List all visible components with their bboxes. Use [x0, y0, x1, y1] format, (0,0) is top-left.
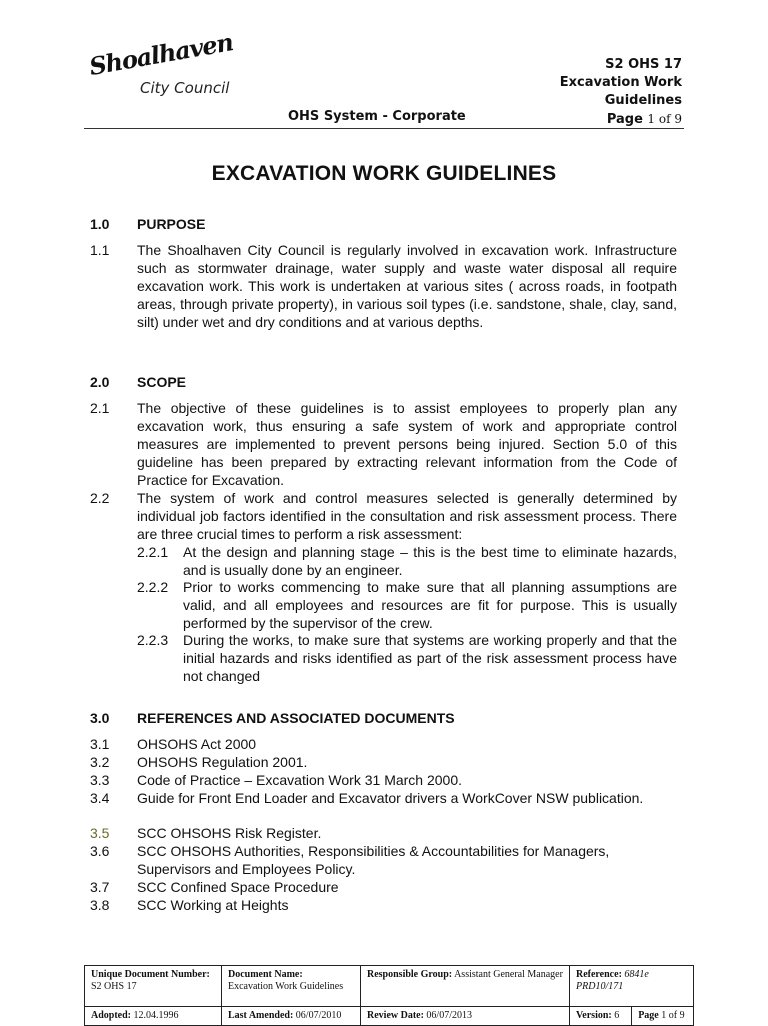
- adopted-cell: [85, 1007, 222, 1026]
- header-doc-info: [560, 56, 682, 129]
- amended-value: 06/07/2010: [295, 1010, 342, 1021]
- reference-item-3-7: [90, 878, 690, 896]
- subparagraph-number: 2.2.2: [137, 579, 169, 595]
- logo-city-text: City Council: [140, 79, 230, 97]
- paragraph-2-2: [90, 489, 690, 543]
- reference-number: 3.7: [90, 879, 110, 895]
- doc-code: S2 OHS 17: [605, 57, 682, 72]
- reference-text: SCC OHSOHS Risk Register.: [137, 825, 322, 841]
- reference-item-3-3: [90, 771, 690, 789]
- reference-text: SCC Working at Heights: [137, 897, 289, 913]
- reference-item-3-2: [90, 753, 690, 771]
- responsible-group-cell: [361, 966, 570, 1007]
- last-amended-cell: [222, 1007, 361, 1026]
- subparagraph-text: During the works, to make sure that systems are working properly and that the initial hazards and risks identified as part of the risk assessment process have not changed: [183, 632, 677, 684]
- reference-text: SCC OHSOHS Authorities, Responsibilities & Accountabilities for Managers, Supervisors and Employees Policy.: [137, 843, 610, 877]
- subparagraph-text: At the design and planning stage – this is the best time to eliminate hazards, and is usually done by an engineer.: [183, 544, 677, 578]
- reference-item-3-8: [90, 896, 690, 914]
- section-number: 3.0: [90, 710, 110, 726]
- reference-text: Guide for Front End Loader and Excavator drivers a WorkCover NSW publication.: [137, 790, 644, 806]
- version-cell: [570, 1007, 632, 1026]
- header-page: [560, 110, 682, 129]
- review-value: 06/07/2013: [426, 1010, 472, 1021]
- adopted-label: Adopted:: [91, 1010, 132, 1021]
- adopted-value: 12.04.1996: [133, 1010, 179, 1021]
- reference-item-3-4: [90, 789, 690, 825]
- paragraph-number: 2.2: [90, 490, 110, 506]
- council-logo: [86, 27, 242, 112]
- reference-cell: [570, 966, 694, 1007]
- reference-text: SCC Confined Space Procedure: [137, 879, 339, 895]
- group-label: Responsible Group:: [367, 969, 453, 980]
- section-number: 1.0: [90, 216, 110, 232]
- unique-label: Unique Document Number:: [91, 969, 210, 980]
- footer-page-cell: [632, 1007, 694, 1026]
- subparagraph-2-2-3: [137, 631, 682, 685]
- paragraph-number: 2.1: [90, 400, 110, 416]
- paragraph-text: The Shoalhaven City Council is regularly involved in excavation work. Infrastructure such as stormwater drainage, water supply and waste water disposal all require excavation work. This work is undertaken at various sites ( across roads, in footpath areas, through private property), in various soil types (i.e. sandstone, shale, clay, sand, silt) under wet and dry conditions and at various depths.: [137, 242, 677, 330]
- version-value: 6: [614, 1010, 620, 1021]
- reference-item-3-5: [90, 824, 690, 842]
- reference-number: 3.2: [90, 754, 110, 770]
- paragraph-number: 1.1: [90, 242, 110, 258]
- section-title: PURPOSE: [137, 216, 206, 232]
- review-label: Review Date:: [367, 1010, 424, 1021]
- version-label: Version:: [576, 1010, 612, 1021]
- subparagraph-number: 2.2.1: [137, 544, 169, 560]
- reference-number: 3.5: [90, 825, 110, 841]
- paragraph-text: The objective of these guidelines is to assist employees to properly plan any excavation work, thus ensuring a safe system of work and appropriate control measures are implemented to prevent persons being injured. Section 5.0 of this guideline has been prepared by extracting relevant information from the Code of Practice for Excavation.: [137, 400, 677, 488]
- doc-title-line1: Excavation Work: [559, 75, 682, 90]
- ohs-system-label: OHS System - Corporate: [288, 109, 466, 124]
- unique-value: S2 OHS 17: [91, 981, 137, 992]
- reference-number: 3.8: [90, 897, 110, 913]
- paragraph-text: The system of work and control measures selected is generally determined by individual job factors identified in the consultation and risk assessment process. There are three crucial times to perform a risk assessment:: [137, 490, 677, 542]
- reference-text: OHSOHS Regulation 2001.: [137, 754, 308, 770]
- reference-number: 3.3: [90, 772, 110, 788]
- reference-number: 3.6: [90, 843, 110, 859]
- reference-item-3-1: [90, 735, 690, 753]
- header-divider: [84, 128, 684, 129]
- subparagraph-2-2-2: [137, 578, 682, 632]
- document-name-cell: [222, 966, 361, 1007]
- reference-number: 3.1: [90, 736, 110, 752]
- paragraph-1-1: [90, 241, 690, 349]
- reference-label: Reference:: [576, 969, 622, 980]
- reference-number: 3.4: [90, 790, 110, 806]
- subparagraph-text: Prior to works commencing to make sure that all planning assumptions are valid, and all employees and resources are fit for purpose. This is usually performed by the supervisor of the crew.: [183, 579, 677, 631]
- page-title: EXCAVATION WORK GUIDELINES: [211, 162, 557, 185]
- reference-value: 6841e PRD10/171: [576, 969, 649, 992]
- footer-page-value: 1 of 9: [661, 1010, 685, 1021]
- paragraph-2-1: [90, 399, 690, 489]
- amended-label: Last Amended:: [228, 1010, 294, 1021]
- section-title: SCOPE: [137, 374, 187, 390]
- logo-script-text: Shoalhaven: [86, 27, 235, 81]
- section-title: REFERENCES AND ASSOCIATED DOCUMENTS: [137, 710, 455, 726]
- header-page-value: 1 of 9: [647, 112, 682, 126]
- reference-item-3-6: [90, 842, 690, 878]
- group-value: Assistant General Manager: [454, 969, 563, 980]
- subparagraph-number: 2.2.3: [137, 632, 169, 648]
- document-control-table: [84, 965, 694, 1026]
- footer-page-label: Page: [638, 1010, 659, 1021]
- reference-text: OHSOHS Act 2000: [137, 736, 257, 752]
- section-number: 2.0: [90, 374, 110, 390]
- subparagraph-2-2-1: [137, 543, 682, 579]
- table-row: [85, 1007, 694, 1026]
- doc-title-line2: Guidelines: [604, 93, 682, 108]
- reference-text: Code of Practice – Excavation Work 31 March 2000.: [137, 772, 463, 788]
- header-page-label: Page: [606, 112, 643, 127]
- review-date-cell: [361, 1007, 570, 1026]
- table-row: [85, 966, 694, 1007]
- name-label: Document Name:: [228, 969, 303, 980]
- name-value: Excavation Work Guidelines: [228, 981, 344, 992]
- unique-document-cell: [85, 966, 222, 1007]
